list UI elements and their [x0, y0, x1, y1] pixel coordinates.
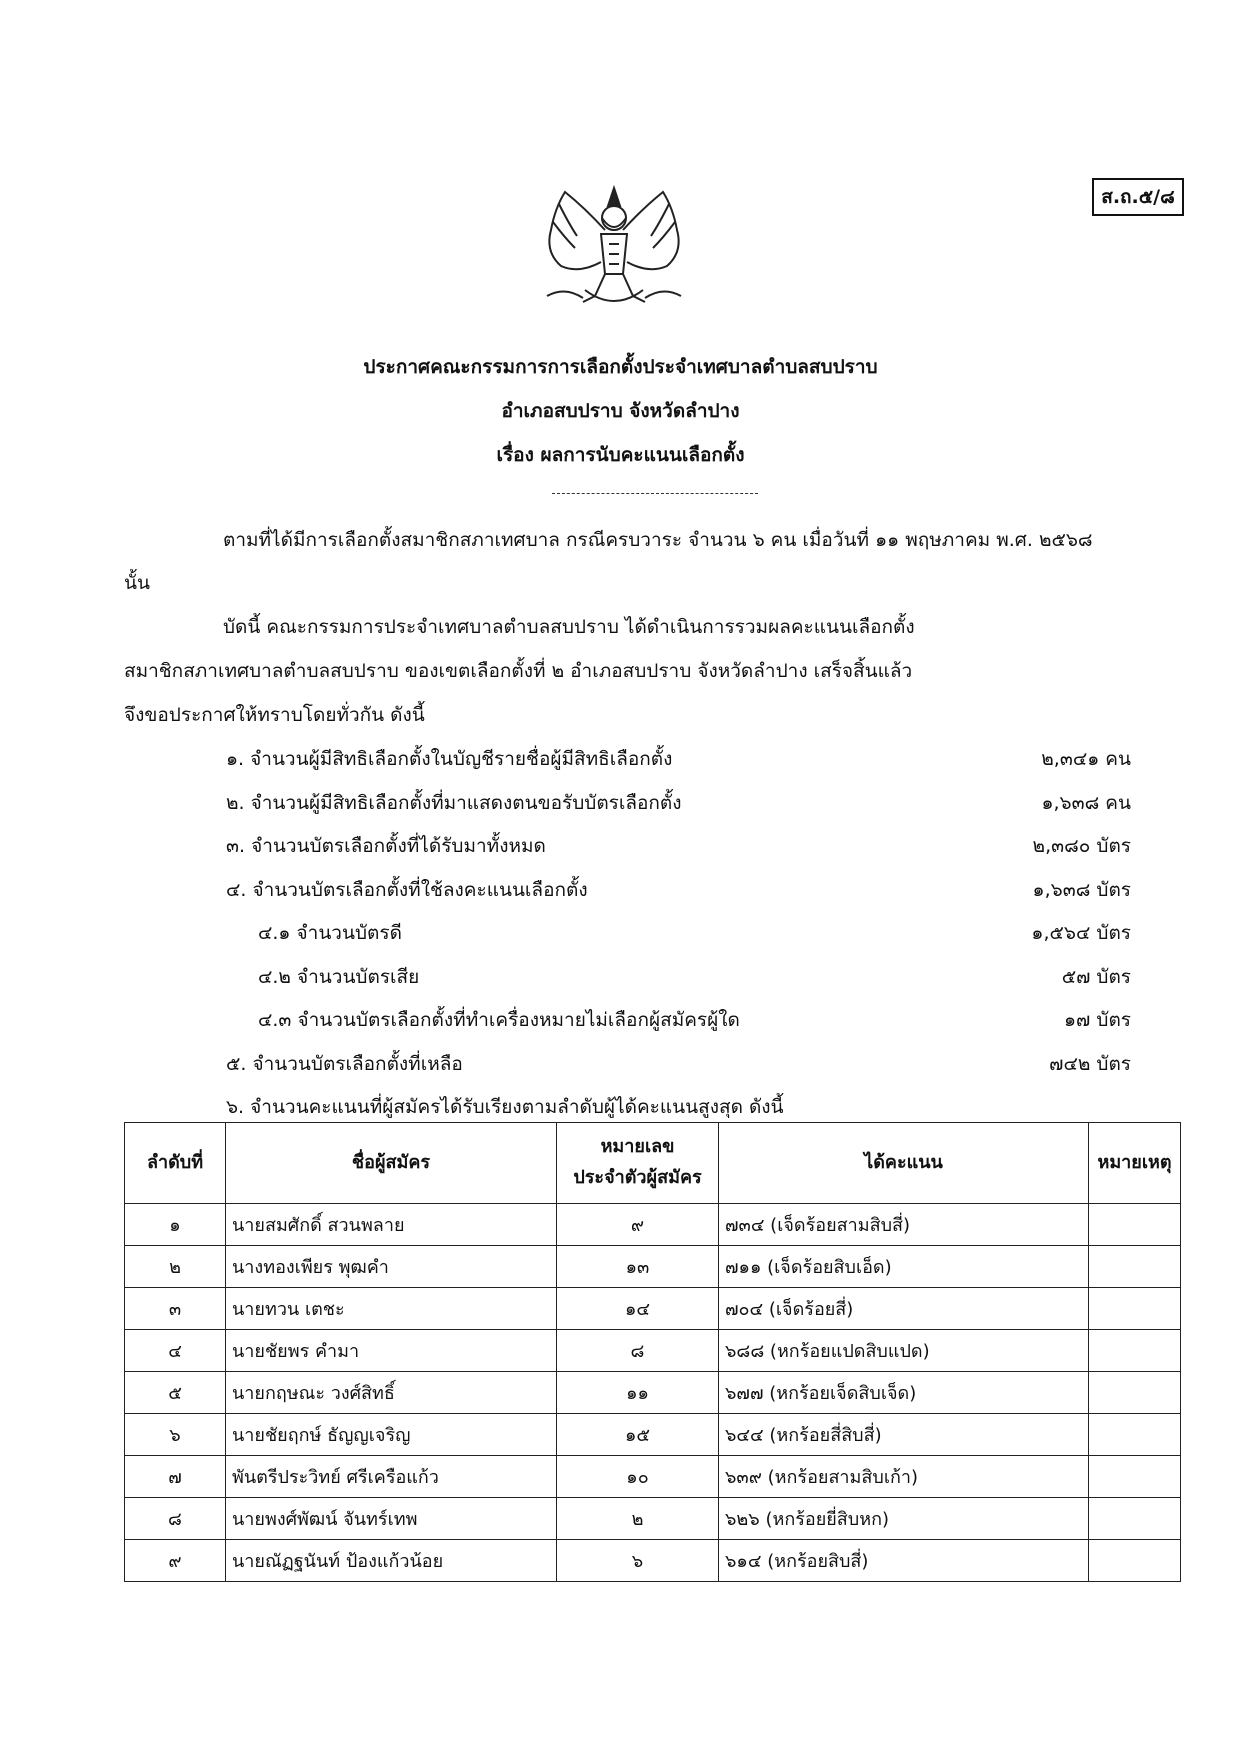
- paragraph-2-line-3: จึงขอประกาศให้ทราบโดยทั่วกัน ดังนี้: [124, 704, 425, 726]
- number-cell: ๑๔: [557, 1288, 719, 1330]
- rank-cell: ๗: [125, 1456, 226, 1498]
- table-row: [125, 1540, 1181, 1582]
- name-cell: นายณัฏฐนันท์ ป้องแก้วน้อย: [226, 1540, 557, 1582]
- score-cell: ๗๑๑ (เจ็ดร้อยสิบเอ็ด): [719, 1246, 1089, 1288]
- score-cell: ๗๐๔ (เจ็ดร้อยสี่): [719, 1288, 1089, 1330]
- rank-cell: ๘: [125, 1498, 226, 1540]
- stat-value-2: ๑,๖๓๘ คน: [1041, 792, 1131, 814]
- rank-cell: ๔: [125, 1330, 226, 1372]
- name-cell: นายทวน เตชะ: [226, 1288, 557, 1330]
- name-cell: พันตรีประวิทย์ ศรีเครือแก้ว: [226, 1456, 557, 1498]
- name-cell: นายชัยฤกษ์ ธัญญเจริญ: [226, 1414, 557, 1456]
- paragraph-2-line-1: บัดนี้ คณะกรรมการประจำเทศบาลตำบลสบปราบ ได้ดำเนินการรวมผลคะแนนเลือกตั้ง: [223, 616, 915, 638]
- rank-cell: ๓: [125, 1288, 226, 1330]
- score-header: ได้คะแนน: [719, 1123, 1089, 1204]
- number-header-line-1: หมายเลข: [600, 1136, 675, 1158]
- rank-cell: ๕: [125, 1372, 226, 1414]
- name-cell: นายสมศักดิ์ สวนพลาย: [226, 1204, 557, 1246]
- table-row: [125, 1372, 1181, 1414]
- rank-header: ลำดับที่: [125, 1123, 226, 1204]
- rank-cell: ๖: [125, 1414, 226, 1456]
- remark-cell: [1089, 1288, 1181, 1330]
- number-cell: ๙: [557, 1204, 719, 1246]
- announcement-district: อำเภอสบปราบ จังหวัดลำปาง: [501, 400, 740, 422]
- stat-value-4: ๑,๖๓๘ บัตร: [1032, 879, 1131, 901]
- number-cell: ๑๐: [557, 1456, 719, 1498]
- number-header: [557, 1123, 719, 1204]
- remark-header: หมายเหตุ: [1089, 1123, 1181, 1204]
- score-cell: ๗๓๔ (เจ็ดร้อยสามสิบสี่): [719, 1204, 1089, 1246]
- number-header-line-2: ประจำตัวผู้สมัคร: [573, 1167, 702, 1188]
- stat-label-1: ๑. จำนวนผู้มีสิทธิเลือกตั้งในบัญชีรายชื่อผู้มีสิทธิเลือกตั้ง: [226, 748, 673, 770]
- name-cell: นายชัยพร คำมา: [226, 1330, 557, 1372]
- table-row: [125, 1498, 1181, 1540]
- rank-cell: ๑: [125, 1204, 226, 1246]
- table-row: [125, 1288, 1181, 1330]
- rank-cell: ๙: [125, 1540, 226, 1582]
- paragraph-1: ตามที่ได้มีการเลือกตั้งสมาชิกสภาเทศบาล กรณีครบวาระ จำนวน ๖ คน เมื่อวันที่ ๑๑ พฤษภาคม พ.ศ. ๒๕๖๘: [223, 529, 1093, 551]
- remark-cell: [1089, 1372, 1181, 1414]
- stat-value-4-1: ๑,๕๖๔ บัตร: [1031, 922, 1131, 944]
- stat-label-3: ๓. จำนวนบัตรเลือกตั้งที่ได้รับมาทั้งหมด: [226, 835, 546, 857]
- stat-label-4-2: ๔.๒ จำนวนบัตรเสีย: [258, 966, 420, 988]
- remark-cell: [1089, 1540, 1181, 1582]
- stat-label-4-1: ๔.๑ จำนวนบัตรดี: [258, 922, 402, 944]
- score-cell: ๖๔๔ (หกร้อยสี่สิบสี่): [719, 1414, 1089, 1456]
- header-divider: [552, 493, 758, 494]
- stat-label-4: ๔. จำนวนบัตรเลือกตั้งที่ใช้ลงคะแนนเลือกตั้ง: [226, 879, 588, 901]
- rank-cell: ๒: [125, 1246, 226, 1288]
- stat-label-2: ๒. จำนวนผู้มีสิทธิเลือกตั้งที่มาแสดงตนขอรับบัตรเลือกตั้ง: [226, 792, 682, 814]
- table-row: [125, 1204, 1181, 1246]
- number-cell: ๑๓: [557, 1246, 719, 1288]
- remark-cell: [1089, 1330, 1181, 1372]
- table-row: [125, 1330, 1181, 1372]
- name-cell: นายพงศ์พัฒน์ จันทร์เทพ: [226, 1498, 557, 1540]
- announcement-subject: เรื่อง ผลการนับคะแนนเลือกตั้ง: [496, 444, 745, 466]
- remark-cell: [1089, 1498, 1181, 1540]
- table-row: [125, 1246, 1181, 1288]
- remark-cell: [1089, 1456, 1181, 1498]
- announcement-title: ประกาศคณะกรรมการการเลือกตั้งประจำเทศบาลตำบลสบปราบ: [363, 356, 878, 378]
- table-row: [125, 1456, 1181, 1498]
- table-row: [125, 1414, 1181, 1456]
- stat-value-3: ๒,๓๘๐ บัตร: [1032, 835, 1131, 857]
- form-code-box: ส.ถ.๕/๘: [1092, 178, 1184, 216]
- number-cell: ๘: [557, 1330, 719, 1372]
- results-table: [124, 1122, 1181, 1582]
- number-cell: ๑๕: [557, 1414, 719, 1456]
- name-cell: นางทองเพียร พุฒคำ: [226, 1246, 557, 1288]
- stat-value-4-2: ๕๗ บัตร: [1061, 966, 1131, 988]
- score-cell: ๖๘๘ (หกร้อยแปดสิบแปด): [719, 1330, 1089, 1372]
- name-cell: นายกฤษณะ วงศ์สิทธิ์: [226, 1372, 557, 1414]
- score-cell: ๖๒๖ (หกร้อยยี่สิบหก): [719, 1498, 1089, 1540]
- stat-label-6: ๖. จำนวนคะแนนที่ผู้สมัครได้รับเรียงตามลำดับผู้ได้คะแนนสูงสุด ดังนี้: [226, 1096, 784, 1118]
- stat-label-5: ๕. จำนวนบัตรเลือกตั้งที่เหลือ: [226, 1053, 463, 1075]
- paragraph-1-end: นั้น: [124, 572, 150, 594]
- number-cell: ๑๑: [557, 1372, 719, 1414]
- stat-value-4-3: ๑๗ บัตร: [1064, 1009, 1131, 1031]
- score-cell: ๖๓๙ (หกร้อยสามสิบเก้า): [719, 1456, 1089, 1498]
- score-cell: ๖๗๗ (หกร้อยเจ็ดสิบเจ็ด): [719, 1372, 1089, 1414]
- results-header-row: [125, 1123, 1181, 1204]
- score-cell: ๖๑๔ (หกร้อยสิบสี่): [719, 1540, 1089, 1582]
- number-cell: ๖: [557, 1540, 719, 1582]
- stat-value-5: ๗๔๒ บัตร: [1049, 1053, 1131, 1075]
- stat-value-1: ๒,๓๔๑ คน: [1041, 748, 1131, 770]
- remark-cell: [1089, 1246, 1181, 1288]
- garuda-emblem: [525, 178, 703, 318]
- stat-label-4-3: ๔.๓ จำนวนบัตรเลือกตั้งที่ทำเครื่องหมายไม่เลือกผู้สมัครผู้ใด: [258, 1009, 740, 1031]
- paragraph-2-line-2: สมาชิกสภาเทศบาลตำบลสบปราบ ของเขตเลือกตั้งที่ ๒ อำเภอสบปราบ จังหวัดลำปาง เสร็จสิ้นแล้ว: [124, 660, 913, 682]
- number-cell: ๒: [557, 1498, 719, 1540]
- remark-cell: [1089, 1204, 1181, 1246]
- remark-cell: [1089, 1414, 1181, 1456]
- name-header: ชื่อผู้สมัคร: [226, 1123, 557, 1204]
